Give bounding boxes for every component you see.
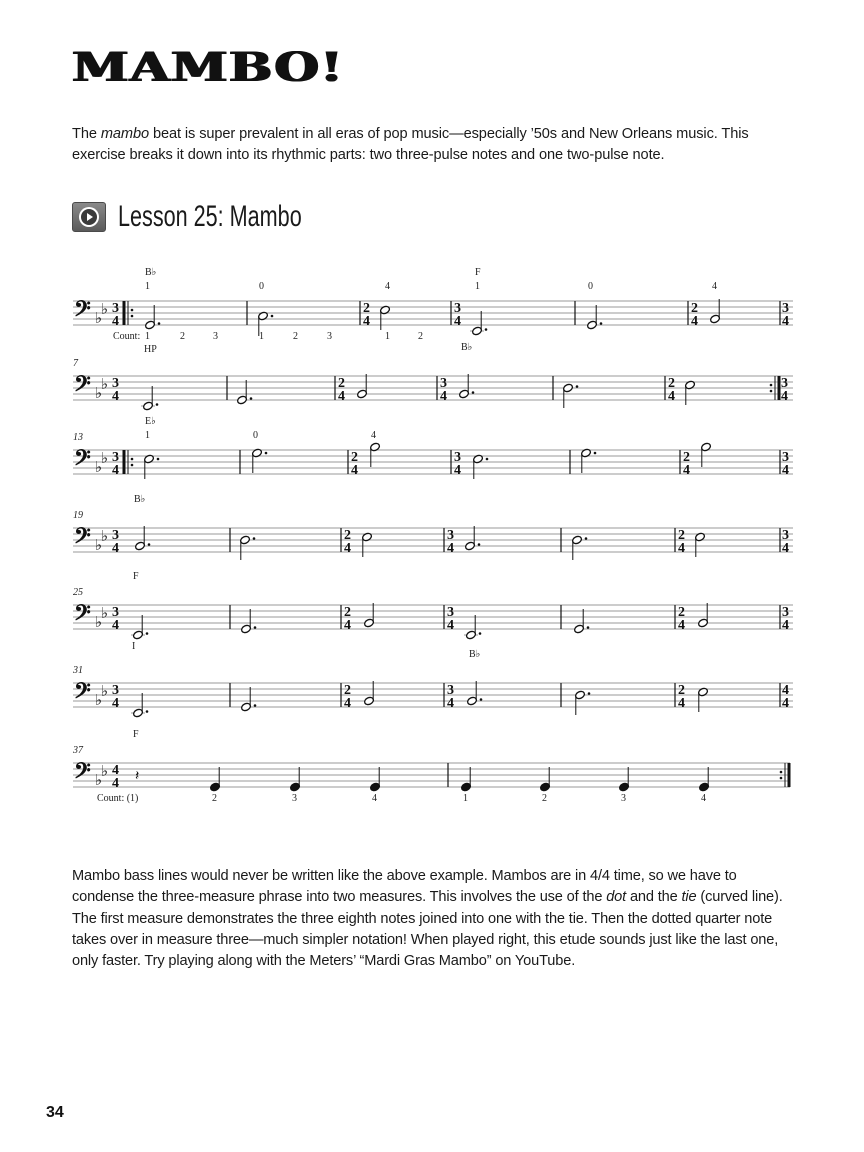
time-signature: 2 xyxy=(351,450,358,465)
count-number: 2 xyxy=(418,331,423,342)
time-signature: 2 xyxy=(344,605,351,620)
bass-clef-icon: 𝄢 xyxy=(74,372,91,402)
chord-symbol: F xyxy=(475,267,481,278)
flat-icon: ♭ xyxy=(101,302,109,318)
svg-text:4: 4 xyxy=(454,463,461,478)
fingering-number: 1 xyxy=(145,281,150,292)
svg-text:4: 4 xyxy=(447,541,454,556)
flat-icon: ♭ xyxy=(101,684,109,700)
svg-text:4: 4 xyxy=(112,314,119,329)
svg-text:4: 4 xyxy=(112,541,119,556)
chord-symbol: B♭ xyxy=(469,649,481,660)
time-signature: 3 xyxy=(112,605,119,620)
svg-text:4: 4 xyxy=(351,463,358,478)
fingering-number: 1 xyxy=(145,430,150,441)
time-signature: 2 xyxy=(691,301,698,316)
chord-symbol: B♭ xyxy=(145,267,157,278)
measure-number: 13 xyxy=(73,432,83,443)
flat-icon: ♭ xyxy=(101,451,109,467)
fingering-number: 1 xyxy=(475,281,480,292)
flat-icon: ♭ xyxy=(101,377,109,393)
count-number: 4 xyxy=(701,793,706,804)
time-signature: 3 xyxy=(112,301,119,316)
time-signature: 2 xyxy=(678,605,685,620)
time-signature: 4 xyxy=(112,763,119,778)
count-number: 2 xyxy=(180,331,185,342)
fingering-number: 0 xyxy=(253,430,258,441)
bass-clef-icon: 𝄢 xyxy=(74,297,91,327)
chord-symbol: B♭ xyxy=(134,494,146,505)
fingering-number: 0 xyxy=(259,281,264,292)
svg-text:4: 4 xyxy=(447,696,454,711)
time-signature: 3 xyxy=(447,683,454,698)
count-number: 3 xyxy=(621,793,626,804)
time-signature: 2 xyxy=(683,450,690,465)
intro-text-2: beat is super prevalent in all eras of pop music—especially ’50s and New Orleans music. This exercise breaks it down into its rhythmic parts: two three-pulse notes and one two-pulse note. xyxy=(72,126,749,163)
fingering-number: 4 xyxy=(712,281,717,292)
time-signature: 2 xyxy=(344,528,351,543)
count-label: Count: xyxy=(113,331,141,342)
time-signature: 2 xyxy=(668,376,675,391)
svg-text:4: 4 xyxy=(363,314,370,329)
time-signature: 2 xyxy=(678,528,685,543)
time-signature: 4 xyxy=(782,683,789,698)
time-signature: 3 xyxy=(112,376,119,391)
svg-text:4: 4 xyxy=(678,618,685,633)
svg-text:4: 4 xyxy=(678,541,685,556)
flat-icon: ♭ xyxy=(95,538,103,554)
flat-icon: ♭ xyxy=(95,615,103,631)
page-number: 34 xyxy=(46,1104,64,1121)
flat-icon: ♭ xyxy=(101,606,109,622)
time-signature: 3 xyxy=(781,376,788,391)
measure-number: 37 xyxy=(73,745,83,756)
flat-icon: ♭ xyxy=(95,773,103,789)
count-number: 3 xyxy=(292,793,297,804)
svg-text:4: 4 xyxy=(678,696,685,711)
flat-icon: ♭ xyxy=(101,529,109,545)
time-signature: 3 xyxy=(454,450,461,465)
chord-symbol: F xyxy=(133,571,139,582)
technique-label: HP xyxy=(144,344,157,355)
svg-text:4: 4 xyxy=(112,389,119,404)
svg-text:4: 4 xyxy=(440,389,447,404)
measure-number: 25 xyxy=(73,587,83,598)
outro-emphasis-dot: dot xyxy=(606,889,627,906)
quarter-rest-icon: 𝄽 xyxy=(135,768,140,784)
bass-clef-icon: 𝄢 xyxy=(74,446,91,476)
fingering-number: 4 xyxy=(385,281,390,292)
svg-text:4: 4 xyxy=(782,618,789,633)
time-signature: 3 xyxy=(782,528,789,543)
svg-text:4: 4 xyxy=(782,463,789,478)
measure-number: 7 xyxy=(73,358,78,369)
count-number: 1 xyxy=(385,331,390,342)
time-signature: 3 xyxy=(112,450,119,465)
svg-text:4: 4 xyxy=(781,389,788,404)
intro-text-1: The xyxy=(72,126,101,142)
outro-paragraph xyxy=(72,866,802,972)
time-signature: 3 xyxy=(782,301,789,316)
count-number: 4 xyxy=(372,793,377,804)
count-number: 1 xyxy=(145,331,150,342)
bass-clef-icon: 𝄢 xyxy=(74,601,91,631)
svg-text:4: 4 xyxy=(668,389,675,404)
flat-icon: ♭ xyxy=(101,764,109,780)
count-number: 2 xyxy=(542,793,547,804)
time-signature: 2 xyxy=(678,683,685,698)
svg-text:4: 4 xyxy=(683,463,690,478)
chord-symbol: E♭ xyxy=(145,416,156,427)
count-label: Count: (1) xyxy=(97,793,139,804)
bass-clef-icon: 𝄢 xyxy=(74,524,91,554)
measure-number: 31 xyxy=(73,665,83,676)
page-title: MAMBO! xyxy=(72,44,345,91)
svg-text:4: 4 xyxy=(338,389,345,404)
time-signature: 2 xyxy=(363,301,370,316)
chord-symbol: B♭ xyxy=(461,342,473,353)
count-number: 2 xyxy=(293,331,298,342)
svg-text:4: 4 xyxy=(447,618,454,633)
svg-text:4: 4 xyxy=(344,696,351,711)
svg-text:4: 4 xyxy=(112,463,119,478)
count-number: 3 xyxy=(213,331,218,342)
lesson-title: Lesson 25: Mambo xyxy=(118,200,302,233)
svg-text:4: 4 xyxy=(112,696,119,711)
outro-emphasis-tie: tie xyxy=(681,889,697,906)
time-signature: 3 xyxy=(782,605,789,620)
svg-text:4: 4 xyxy=(112,618,119,633)
svg-text:4: 4 xyxy=(454,314,461,329)
chord-symbol: F xyxy=(133,729,139,740)
measure-number: 19 xyxy=(73,510,83,521)
time-signature: 3 xyxy=(782,450,789,465)
svg-text:4: 4 xyxy=(344,618,351,633)
time-signature: 3 xyxy=(440,376,447,391)
svg-text:4: 4 xyxy=(782,696,789,711)
time-signature: 3 xyxy=(454,301,461,316)
outro-text-3: (curved line). The first measure demonstrates the three eighth notes joined into one with the tie. Then the dotted quarter note takes over in measure three—much simpler notation! When played right, this etude sounds just like the last one, only faster. Try playing along with the Meters’ “Mardi Gras Mambo” on YouTube. xyxy=(72,889,783,970)
flat-icon: ♭ xyxy=(95,386,103,402)
count-number: 1 xyxy=(463,793,468,804)
time-signature: 3 xyxy=(112,528,119,543)
flat-icon: ♭ xyxy=(95,693,103,709)
svg-text:4: 4 xyxy=(782,314,789,329)
bass-clef-icon: 𝄢 xyxy=(74,679,91,709)
time-signature: 3 xyxy=(112,683,119,698)
svg-text:4: 4 xyxy=(344,541,351,556)
bass-clef-icon: 𝄢 xyxy=(74,759,91,789)
outro-text-2: and the xyxy=(626,889,682,906)
time-signature: 3 xyxy=(447,605,454,620)
svg-text:4: 4 xyxy=(112,776,119,791)
flat-icon: ♭ xyxy=(95,311,103,327)
technique-label: I xyxy=(132,641,136,652)
fingering-number: 4 xyxy=(371,430,376,441)
intro-emphasis: mambo xyxy=(100,126,149,142)
count-number: 1 xyxy=(259,331,264,342)
svg-text:4: 4 xyxy=(691,314,698,329)
svg-text:4: 4 xyxy=(782,541,789,556)
count-number: 2 xyxy=(212,793,217,804)
fingering-number: 0 xyxy=(588,281,593,292)
outro-text-1: Mambo bass lines would never be written like the above example. Mambos are in 4/4 time, so we have to condense the three-measure phrase into two measures. This involves the use of the xyxy=(72,868,737,906)
time-signature: 2 xyxy=(338,376,345,391)
flat-icon: ♭ xyxy=(95,460,103,476)
time-signature: 3 xyxy=(447,528,454,543)
count-number: 3 xyxy=(327,331,332,342)
time-signature: 2 xyxy=(344,683,351,698)
